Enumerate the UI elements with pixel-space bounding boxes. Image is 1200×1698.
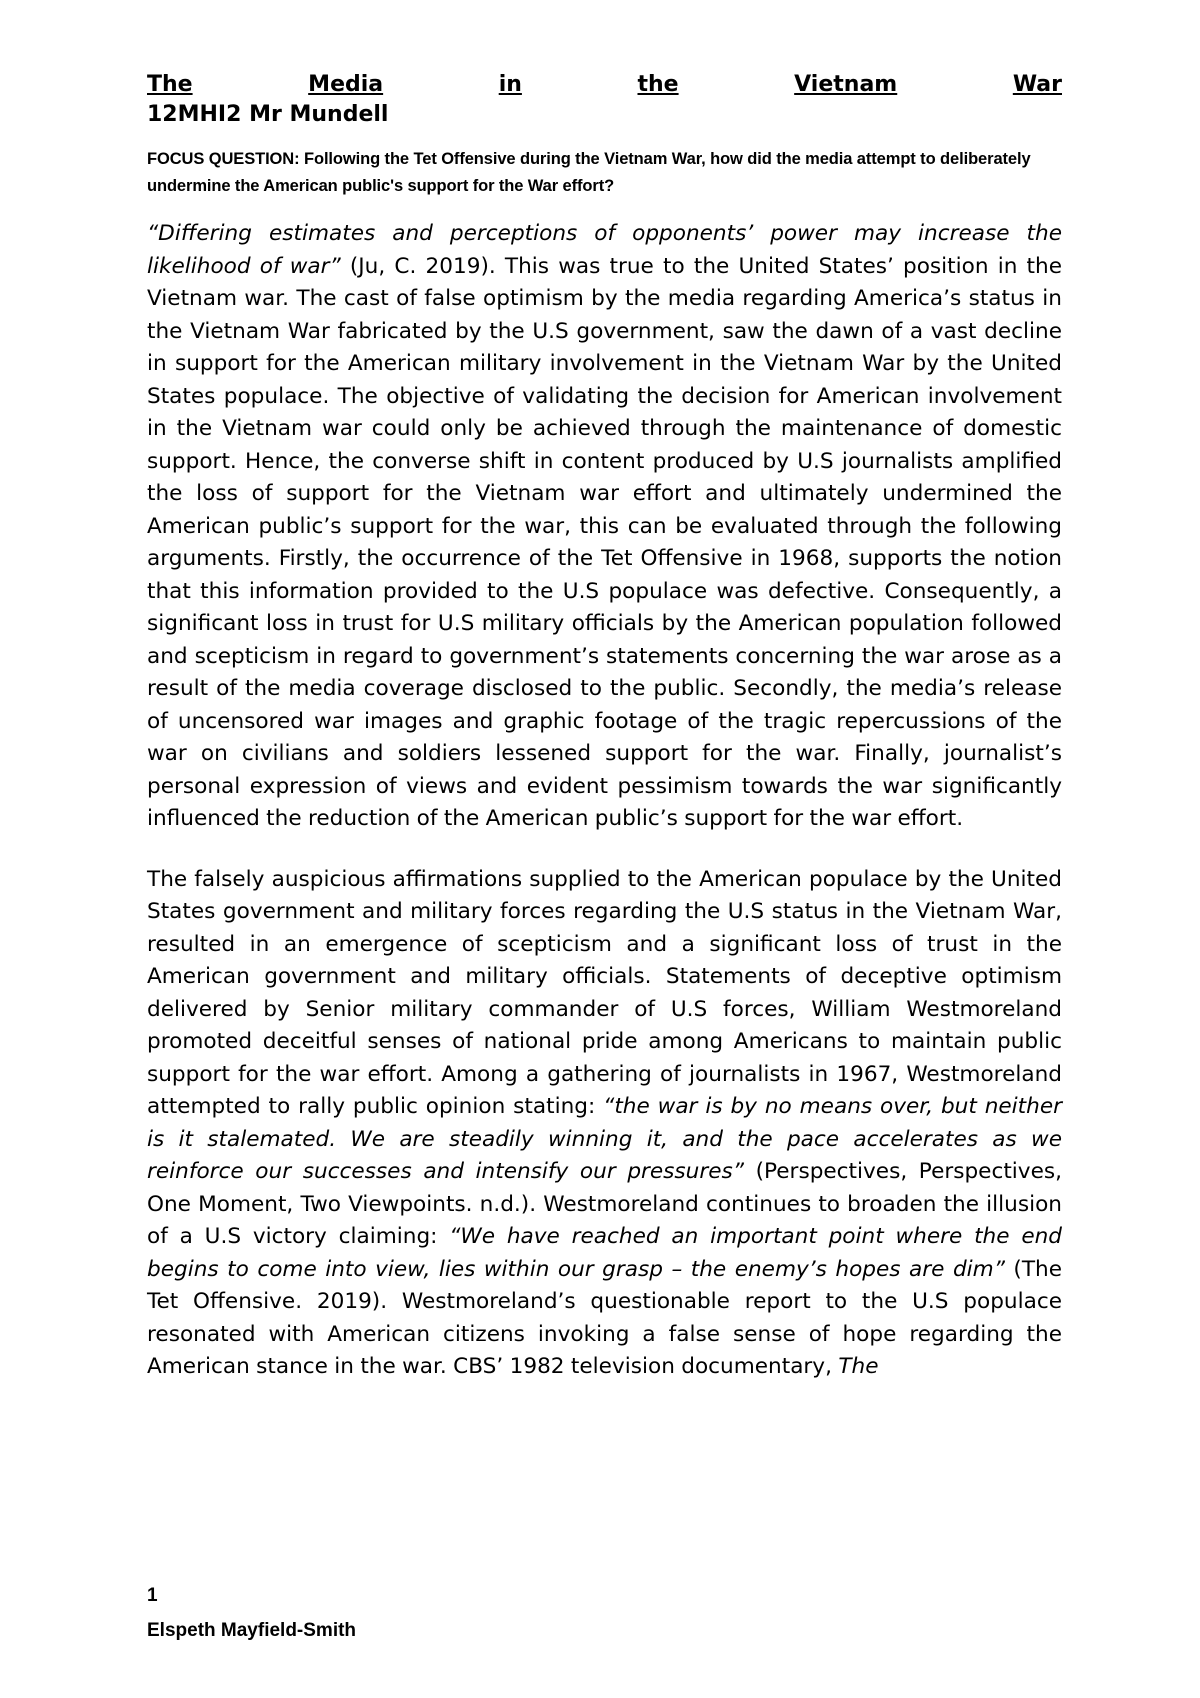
intro-text: (Ju, C. 2019). This was true to the United States’ position in the Vietnam war. The cast of false optimism by the media regarding America’s status in the Vietnam War fabricated by the U.S government, saw the dawn of a vast decline in support for the American military involvement in the Vietnam War by the United States populace. The objective of validating the decision for American involvement in the Vietnam war could only be achieved through the maintenance of domestic support. Hence, the converse shift in content produced by U.S journalists amplified the loss of support for the Vietnam war effort and ultimately undermined the American public’s support for the war, this can be evaluated through the following arguments. Firstly, the occurrence of the Tet Offensive in 1968, supports the notion that this information provided to the U.S populace was defective. Consequently, a significant loss in trust for U.S military officials by the American population followed and scepticism in regard to government’s statements concerning the war arose as a result of the media coverage disclosed to the public. Secondly, the media’s release of uncensored war images and graphic footage of the tragic repercussions of the war on civilians and soldiers lessened support for the war. Finally, journalist’s personal expression of views and evident pessimism towards the war significantly influenced the reduction of the American public’s support for the war effort. xyxy=(147,253,1062,831)
document-title xyxy=(147,70,1062,100)
page-footer xyxy=(147,1583,747,1645)
page-number: 1 xyxy=(147,1585,158,1606)
body-text-a: The falsely auspicious affirmations supplied to the American populace by the United States government and military forces regarding the U.S status in the Vietnam War, resulted in an emergence of scepticism and a significant loss of trust in the American government and military officials. Statements of deceptive optimism delivered by Senior military commander of U.S forces, William Westmoreland promoted deceitful senses of national pride among Americans to maintain public support for the war effort. Among a gathering of journalists in 1967, Westmoreland attempted to rally public opinion stating: xyxy=(147,866,1062,1119)
westmoreland-quote-2: “We have reached an important point where the end begins to come into view, lies within our grasp – the enemy’s hopes are dim” xyxy=(147,1224,1062,1282)
document-body xyxy=(147,70,1062,1412)
paragraph-intro xyxy=(147,218,1062,836)
title-word: the xyxy=(637,72,679,97)
focus-question: FOCUS QUESTION: Following the Tet Offensive during the Vietnam War, how did the media attempt to deliberately undermine the American public's support for the War effort? xyxy=(147,150,1031,195)
title-word: Media xyxy=(308,72,384,97)
westmoreland-quote-1: “the war is by no means over, but neither is it stalemated. We are steadily winning it, and the pace accelerates as we reinforce our successes and intensify our pressures” xyxy=(147,1094,1062,1184)
opening-quote: “Differing estimates and perceptions of opponents’ power may increase the likelihood of war” xyxy=(147,221,1062,279)
body-text-c: (The Tet Offensive. 2019). Westmoreland’s questionable report to the U.S populace resonated with American citizens invoking a false sense of hope regarding the American stance in the war. CBS’ 1982 television documentary, xyxy=(147,1256,1062,1379)
author-name: Elspeth Mayfield-Smith xyxy=(147,1620,357,1641)
class-subtitle: 12MHI2 Mr Mundell xyxy=(147,102,389,127)
title-word: The xyxy=(147,72,193,97)
title-word: in xyxy=(498,72,522,97)
body-text-b: (Perspectives, Perspectives, One Moment, Two Viewpoints. n.d.). Westmoreland continues to broaden the illusion of a U.S victory claiming: xyxy=(147,1159,1062,1249)
paragraph-body xyxy=(147,864,1062,1384)
title-word: Vietnam xyxy=(794,72,898,97)
title-word: War xyxy=(1012,72,1062,97)
documentary-title-start: The xyxy=(838,1354,879,1379)
